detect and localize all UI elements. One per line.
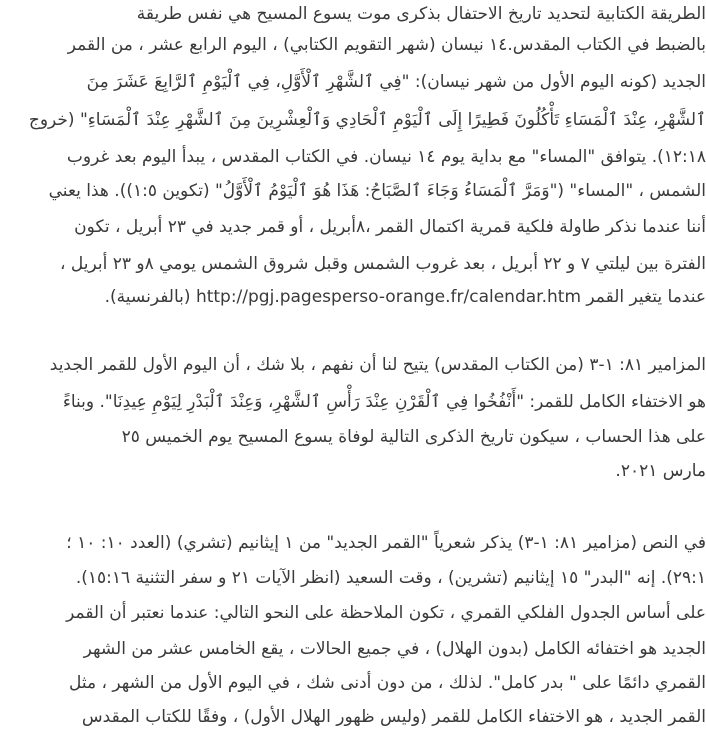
paragraph-2-line-2: هو الاختفاء الكامل للقمر: "أَنْفُخُوا فِي ٱلْقَرْنِ عِنْدَ رَأْسِ ٱلشَّهْرِ، وَعِنْدَ ٱلْبَدْرِ لِيَوْمِ عِيدِنَا". وبناءً bbox=[62, 392, 706, 412]
paragraph-3-line-5: القمري دائمًا على " بدر كامل". لذلك ، من دون أدنى شك ، في اليوم الأول من الشهر ، مثل bbox=[68, 673, 706, 693]
paragraph-1-line-8: الفترة بين ليلتي ٧ و ٢٢ أبريل ، بعد غروب الشمس وقبل شروق الشمس يومي ٨و ٢٣ أبريل ، bbox=[60, 254, 706, 274]
paragraph-1-line-3: الجديد (كونه اليوم الأول من شهر نيسان): "فِي ٱلشَّهْرِ ٱلْأَوَّلِ، فِي ٱلْيَوْمِ ٱلرَّابِعَ عَشَرَ مِنَ bbox=[86, 72, 706, 92]
paragraph-2-line-4: مارس ٢٠٢١. bbox=[615, 461, 706, 481]
paragraph-1-line-6: الشمس ، "المساء" ("وَمَرَّ ٱلْمَسَاءُ وَجَاءَ ٱلصَّبَاحُ: هَذَا هُوَ ٱلْيَوْمُ ٱلْأَوَّلُ" (تكوين ١:٥)). هذا يعني bbox=[48, 181, 706, 201]
paragraph-1-line-7: أننا عندما نذكر طاولة فلكية قمرية اكتمال القمر ،٨أبريل ، أو قمر جديد في ٢٣ أبريل ، تكون bbox=[74, 217, 706, 237]
paragraph-1-line-4: ٱلشَّهْرِ، عِنْدَ ٱلْمَسَاءِ تَأْكُلُونَ فَطِيرًا إِلَى ٱلْيَوْمِ ٱلْحَادِي وَٱلْعِشْرِينَ مِنَ ٱلشَّهْرِ عِنْدَ ٱلْمَسَاءِ" (خروج bbox=[28, 110, 706, 130]
paragraph-3-line-1: في النص (مزامير ٨١: ١-٣) يذكر شعرياً "القمر الجديد" من ١ إيثانيم (تشري) (العدد ١٠: ١٠ ؛ bbox=[66, 533, 706, 553]
paragraph-2-line-1: المزامير ٨١: ١-٣ (من الكتاب المقدس) يتيح لنا أن نفهم ، بلا شك ، أن اليوم الأول للقمر الجديد bbox=[49, 355, 706, 375]
paragraph-1-line-5: ١٢:١٨). يتوافق "المساء" مع بداية يوم ١٤ نيسان. في الكتاب المقدس ، يبدأ اليوم بعد غروب bbox=[66, 147, 706, 167]
paragraph-3-line-6: القمر الجديد ، هو الاختفاء الكامل للقمر (وليس ظهور الهلال الأول) ، وفقًا للكتاب المقدس bbox=[81, 707, 706, 727]
paragraph-3-line-4: الجديد هو اختفائه الكامل (بدون الهلال) ، في جميع الحالات ، يقع الخامس عشر من الشهر bbox=[83, 639, 706, 659]
paragraph-1-line-1: الطريقة الكتابية لتحديد تاريخ الاحتفال بذكرى موت يسوع المسيح هي نفس طريقة bbox=[136, 4, 706, 24]
paragraph-1-line-2: بالضبط في الكتاب المقدس.١٤ نيسان (شهر التقويم الكتابي) ، اليوم الرابع عشر ، من القمر bbox=[67, 35, 706, 55]
paragraph-3-line-3: على أساس الجدول الفلكي القمري ، تكون الملاحظة على النحو التالي: عندما نعتبر أن القمر bbox=[66, 603, 706, 623]
paragraph-2-line-3: على هذا الحساب ، سيكون تاريخ الذكرى التالية لوفاة يسوع المسيح يوم الخميس ٢٥ bbox=[121, 427, 706, 447]
paragraph-3-line-2: ٢٩:١). إنه "البدر" ١٥ إيثانيم (تشرين) ، وقت السعيد (انظر الآيات ٢١ و سفر التثنية ١٥:١٦). bbox=[75, 568, 706, 588]
paragraph-1-line-9: عندما يتغير القمر http://pgj.pagesperso-orange.fr/calendar.htm (بالفرنسية). bbox=[104, 287, 706, 307]
